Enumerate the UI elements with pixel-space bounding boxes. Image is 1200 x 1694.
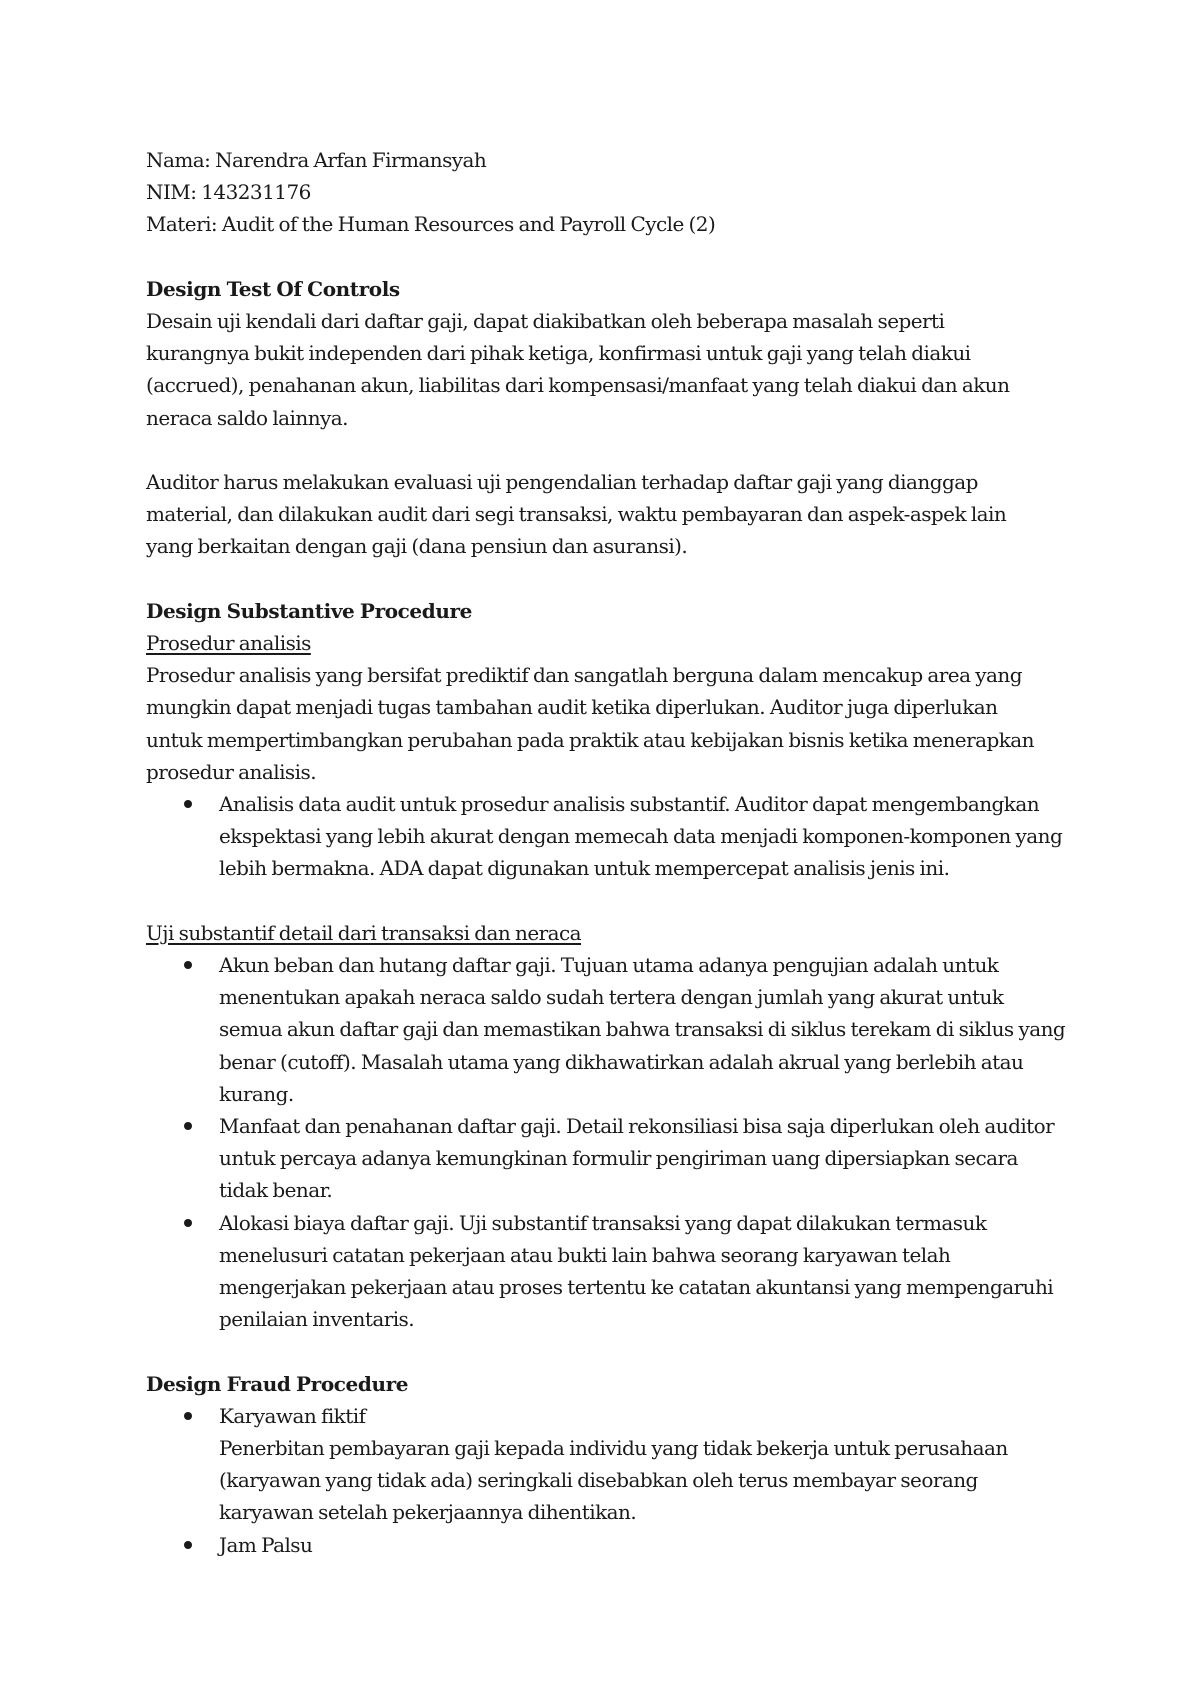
bullet-dot-icon: [184, 961, 192, 969]
subheading-analytical-procedure: Prosedur analisis: [146, 631, 311, 655]
fraud-bullet-list: [146, 1400, 1066, 1561]
student-name: Nama: Narendra Arfan Firmansyah: [146, 148, 487, 172]
bullet-dot-icon: [184, 1219, 192, 1227]
spacer: [146, 1335, 1066, 1367]
test-of-controls-paragraph-2: Auditor harus melakukan evaluasi uji pengendalian terhadap daftar gaji yang dianggap material, dan dilakukan audit dari segi transaksi, waktu pembayaran dan aspek-aspek lain yang berkaitan dengan gaji (dana pensiun dan asuransi).: [146, 470, 1007, 559]
list-item-text: Manfaat dan penahanan daftar gaji. Detail rekonsiliasi bisa saja diperlukan oleh auditor untuk percaya adanya kemungkinan formulir pengiriman uang dipersiapkan secara tidak benar.: [219, 1114, 1055, 1203]
bullet-dot-icon: [184, 1412, 192, 1420]
spacer: [146, 434, 1066, 466]
spacer: [146, 563, 1066, 595]
bullet-dot-icon: [184, 1541, 192, 1549]
document-body: [146, 144, 1066, 1561]
student-id: NIM: 143231176: [146, 180, 311, 205]
analytical-procedure-paragraph: Prosedur analisis yang bersifat prediktif dan sangatlah berguna dalam mencakup area yang mungkin dapat menjadi tugas tambahan audit ketika diperlukan. Auditor juga diperlukan untuk mempertimbangkan perubahan pada praktik atau kebijakan bisnis ketika menerapkan prosedur analisis.: [146, 663, 1035, 784]
list-item: [146, 1400, 1066, 1529]
list-item: [146, 949, 1066, 1110]
analytical-bullet-list: [146, 788, 1066, 885]
list-item: [146, 788, 1066, 885]
list-item: [146, 1529, 1066, 1561]
list-item-text: Alokasi biaya daftar gaji. Uji substantif transaksi yang dapat dilakukan termasuk menelusuri catatan pekerjaan atau bukti lain bahwa seorang karyawan telah mengerjakan pekerjaan atau proses tertentu ke catatan akuntansi yang mempengaruhi penilaian inventaris.: [219, 1210, 1054, 1332]
bullet-dot-icon: [184, 800, 192, 808]
spacer: [146, 241, 1066, 273]
subheading-substantive-details: Uji substantif detail dari transaksi dan neraca: [146, 920, 582, 945]
list-item: [146, 1110, 1066, 1207]
heading-substantive-procedure: Design Substantive Procedure: [146, 598, 472, 623]
heading-fraud-procedure: Design Fraud Procedure: [146, 1371, 409, 1396]
substantive-details-bullet-list: [146, 949, 1066, 1335]
fraud-item-title: Karyawan fiktif: [219, 1403, 366, 1428]
spacer: [146, 885, 1066, 917]
fraud-item-title: Jam Palsu: [219, 1532, 313, 1557]
list-item: [146, 1207, 1066, 1336]
fraud-item-text: Penerbitan pembayaran gaji kepada individu yang tidak bekerja untuk perusahaan (karyawan yang tidak ada) seringkali disebabkan oleh terus membayar seorang karyawan setelah pekerjaannya dihentikan.: [219, 1436, 1008, 1525]
heading-test-of-controls: Design Test Of Controls: [146, 276, 400, 301]
list-item-text: Analisis data audit untuk prosedur analisis substantif. Auditor dapat mengembangkan ekspektasi yang lebih akurat dengan memecah data menjadi komponen-komponen yang lebih bermakna. ADA dapat digunakan untuk mempercepat analisis jenis ini.: [219, 792, 1063, 881]
bullet-dot-icon: [184, 1122, 192, 1130]
list-item-text: Akun beban dan hutang daftar gaji. Tujuan utama adanya pengujian adalah untuk menentukan apakah neraca saldo sudah tertera dengan jumlah yang akurat untuk semua akun daftar gaji dan memastikan bahwa transaksi di siklus terekam di siklus yang benar (cutoff). Masalah utama yang dikhawatirkan adalah akrual yang berlebih atau kurang.: [219, 953, 1066, 1106]
topic-line: Materi: Audit of the Human Resources and Payroll Cycle (2): [146, 212, 716, 237]
test-of-controls-paragraph-1: Desain uji kendali dari daftar gaji, dapat diakibatkan oleh beberapa masalah seperti kurangnya bukit independen dari pihak ketiga, konfirmasi untuk gaji yang telah diakui (accrued), penahanan akun, liabilitas dari kompensasi/manfaat yang telah diakui dan akun neraca saldo lainnya.: [146, 309, 1010, 430]
